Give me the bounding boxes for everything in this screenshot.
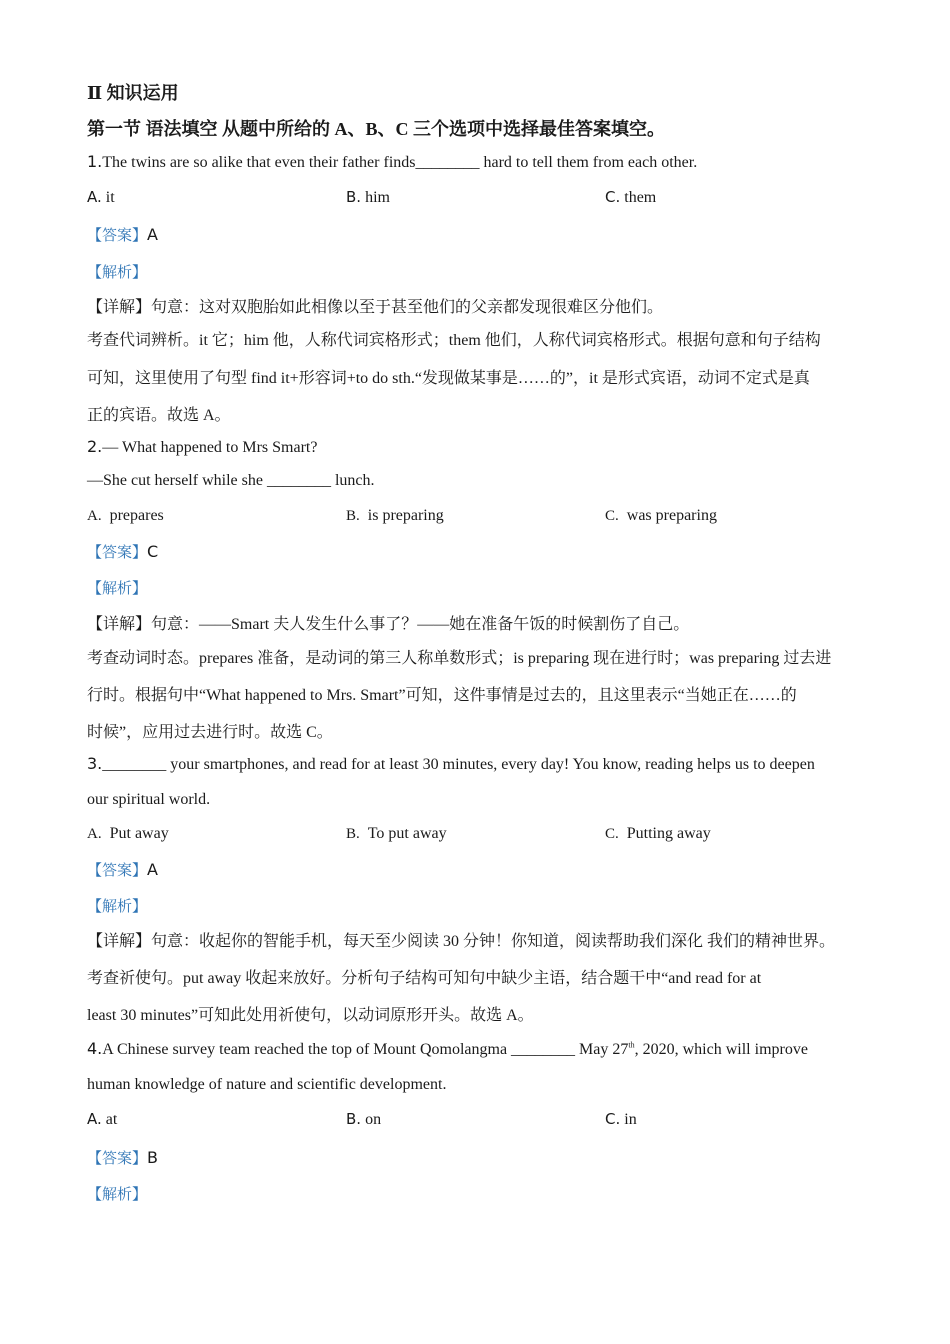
q3-detail: 【详解】句意：收起你的智能手机，每天至少阅读 30 分钟！你知道，阅读帮助我们深化 我们的精神世界。	[87, 933, 836, 950]
q3-stem-2: our spiritual world.	[87, 791, 211, 808]
q2-explanation-2: 行时。根据句中“What happened to Mrs. Smart”可知，这件事情是过去的，且这里表示“当她正在……的	[87, 687, 797, 704]
q4-analysis-label: 【解析】	[87, 1185, 148, 1203]
q4-answer-value: B	[147, 1148, 158, 1167]
q4-stem-1: 4.A Chinese survey team reached the top of Mount Qomolangma ________ May 27th, 2020, which will improve	[87, 1039, 808, 1058]
q3-options	[87, 825, 877, 847]
q2-explanation-1: 考查动词时态。prepares 准备，是动词的第三人称单数形式；is preparing 现在进行时；was preparing 过去进	[87, 650, 832, 667]
q2-explanation-3: 时候”，应用过去进行时。故选 C。	[87, 724, 333, 741]
q2-stem-2: —She cut herself while she ________ lunch.	[87, 472, 375, 489]
q3-explanation-2: least 30 minutes”可知此处用祈使句，以动词原形开头。故选 A。	[87, 1007, 534, 1024]
q4-stem-2: human knowledge of nature and scientific development.	[87, 1076, 447, 1093]
q3-stem-1: 3.________ your smartphones, and read for at least 30 minutes, every day! You know, reading helps us to deepen	[87, 754, 815, 773]
q1-stem	[87, 152, 697, 172]
section-heading: Ⅱ 知识运用	[87, 83, 179, 103]
q2-answer-value: C	[147, 542, 159, 561]
q2-option-a: A. prepares	[87, 507, 164, 524]
q2-options	[87, 507, 877, 529]
q1-stem-text: The twins are so alike that even their father finds________ hard to tell them from each other.	[102, 154, 698, 171]
q3-answer: 【答案】A	[87, 860, 158, 879]
q2-answer: 【答案】C	[87, 542, 159, 561]
q2-analysis-label: 【解析】	[87, 579, 148, 597]
q4-option-b: B. on	[346, 1110, 382, 1128]
q2-option-b: B. is preparing	[346, 507, 444, 524]
q3-option-b: B. To put away	[346, 825, 447, 842]
q4-answer: 【答案】B	[87, 1148, 158, 1167]
q2-option-c: C. was preparing	[605, 507, 717, 524]
q1-options	[87, 188, 877, 210]
q3-option-c: C. Putting away	[605, 825, 711, 842]
q1-option-a: A. it	[87, 188, 115, 206]
q4-option-a: A. at	[87, 1110, 118, 1128]
section-subheading: 第一节 语法填空 从题中所给的 A、B、C 三个选项中选择最佳答案填空。	[87, 119, 666, 139]
q1-number: 1.	[87, 152, 103, 171]
q3-option-a: A. Put away	[87, 825, 169, 842]
answer-label: 【答案】	[87, 226, 148, 244]
q1-explanation-3: 正的宾语。故选 A。	[87, 407, 231, 424]
q2-number: 2.	[87, 437, 103, 456]
q1-answer-value: A	[147, 225, 158, 244]
q1-answer	[87, 224, 158, 245]
q1-detail: 【详解】句意：这对双胞胎如此相像以至于甚至他们的父亲都发现很难区分他们。	[87, 299, 664, 316]
q1-explanation-1: 考查代词辨析。it 它；him 他，人称代词宾格形式；them 他们，人称代词宾格形式。根据句意和句子结构	[87, 332, 821, 349]
q4-number: 4.	[87, 1039, 103, 1058]
q1-option-b: B. him	[346, 188, 390, 206]
q2-detail: 【详解】句意：——Smart 夫人发生什么事了？——她在准备午饭的时候割伤了自己。	[87, 616, 690, 633]
q2-stem-1: 2.— What happened to Mrs Smart?	[87, 437, 318, 456]
q4-option-c: C. in	[605, 1110, 637, 1128]
q3-answer-value: A	[147, 860, 158, 879]
detail-label: 【详解】	[87, 299, 152, 316]
q1-analysis-label: 【解析】	[87, 263, 148, 281]
q1-option-c: C. them	[605, 188, 657, 206]
q3-explanation-1: 考查祈使句。put away 收起来放好。分析句子结构可知句中缺少主语，结合题干中“and read for at	[87, 970, 762, 987]
q3-analysis-label: 【解析】	[87, 897, 148, 915]
q3-number: 3.	[87, 754, 103, 773]
q1-explanation-2: 可知，这里使用了句型 find it+形容词+to do sth.“发现做某事是……的”，it 是形式宾语，动词不定式是真	[87, 370, 810, 387]
q4-options	[87, 1110, 877, 1132]
